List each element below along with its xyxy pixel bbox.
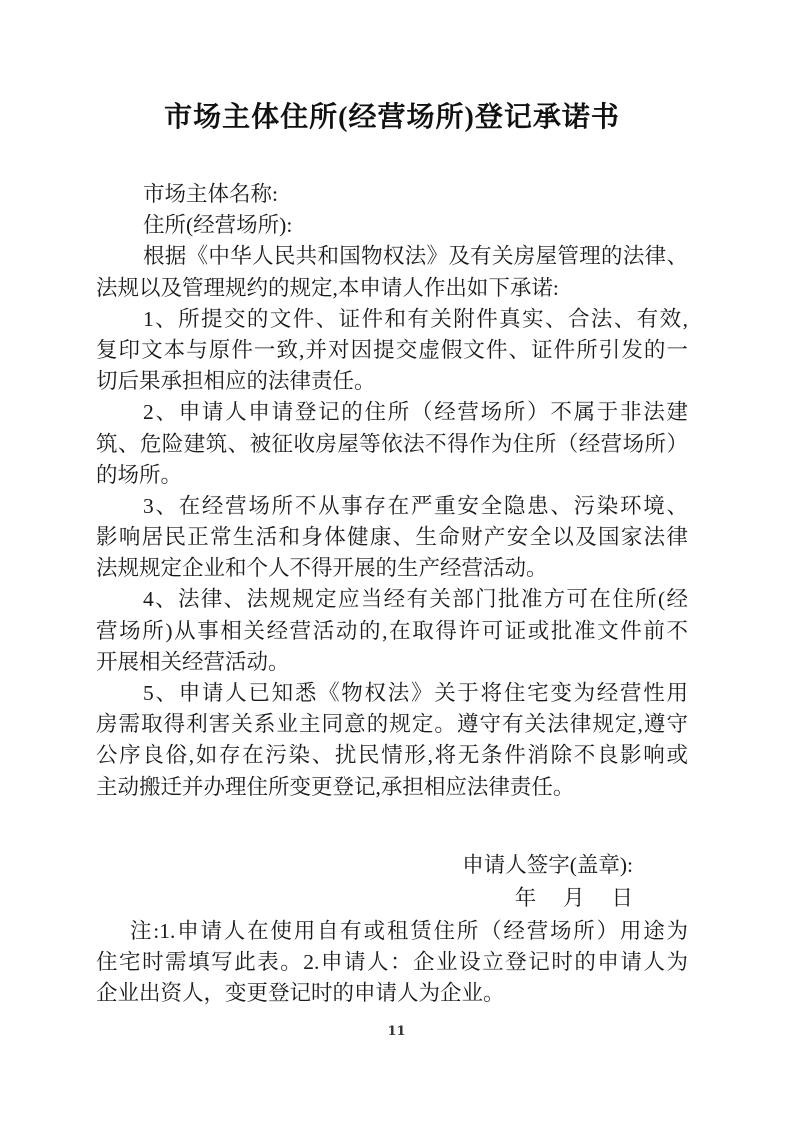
body-line: 3、在经营场所不从事存在严重安全隐患、污染环境、 bbox=[143, 493, 688, 518]
body-line: 住所(经营场所): bbox=[143, 213, 293, 238]
body-line: 复印文本与原件一致,并对因提交虚假文件、证件所引发的一 bbox=[96, 337, 688, 362]
body-line: 公序良俗,如存在污染、扰民情形,将无条件消除不良影响或 bbox=[96, 743, 688, 768]
signature-label: 申请人签字(盖章): bbox=[462, 853, 633, 877]
body-line: 5、申请人已知悉《物权法》关于将住宅变为经营性用 bbox=[143, 681, 688, 705]
body-line: 市场主体名称: bbox=[143, 182, 278, 206]
body-line: 筑、危险建筑、被征收房屋等依法不得作为住所（经营场所） bbox=[96, 431, 688, 456]
page-number: 11 bbox=[387, 1024, 406, 1039]
body-line: 1、所提交的文件、证件和有关附件真实、合法、有效, bbox=[143, 306, 688, 331]
signature-block bbox=[96, 849, 633, 915]
note-line: 企业出资人，变更登记时的申请人为企业。 bbox=[96, 981, 505, 1006]
note-line: 住宅时需填写此表。2.申请人：企业设立登记时的申请人为 bbox=[96, 950, 688, 975]
body-line: 的场所。 bbox=[96, 462, 183, 487]
body-line: 法规以及管理规约的规定,本申请人作出如下承诺: bbox=[96, 275, 559, 300]
body-line: 影响居民正常生活和身体健康、生命财产安全以及国家法律 bbox=[96, 525, 688, 550]
document-body bbox=[96, 179, 688, 803]
body-line: 营场所)从事相关经营活动的,在取得许可证或批准文件前不 bbox=[96, 618, 688, 643]
notes-block bbox=[96, 916, 688, 1010]
body-line: 2、申请人申请登记的住所（经营场所）不属于非法建 bbox=[143, 400, 688, 425]
body-line: 房需取得利害关系业主同意的规定。遵守有关法律规定,遵守 bbox=[96, 712, 688, 737]
page-title: 市场主体住所(经营场所)登记承诺书 bbox=[164, 102, 620, 133]
body-line: 切后果承担相应的法律责任。 bbox=[96, 369, 376, 394]
body-line: 4、法律、法规规定应当经有关部门批准方可在住所(经 bbox=[143, 587, 688, 612]
body-line: 主动搬迁并办理住所变更登记,承担相应法律责任。 bbox=[96, 774, 575, 799]
note-line: 注:1.申请人在使用自有或租赁住所（经营场所）用途为 bbox=[130, 919, 688, 943]
body-line: 法规规定企业和个人不得开展的生产经营活动。 bbox=[96, 556, 548, 581]
date-line: 年 月 日 bbox=[514, 886, 633, 910]
body-line: 根据《中华人民共和国物权法》及有关房屋管理的法律、 bbox=[143, 244, 688, 269]
body-line: 开展相关经营活动。 bbox=[96, 649, 290, 674]
